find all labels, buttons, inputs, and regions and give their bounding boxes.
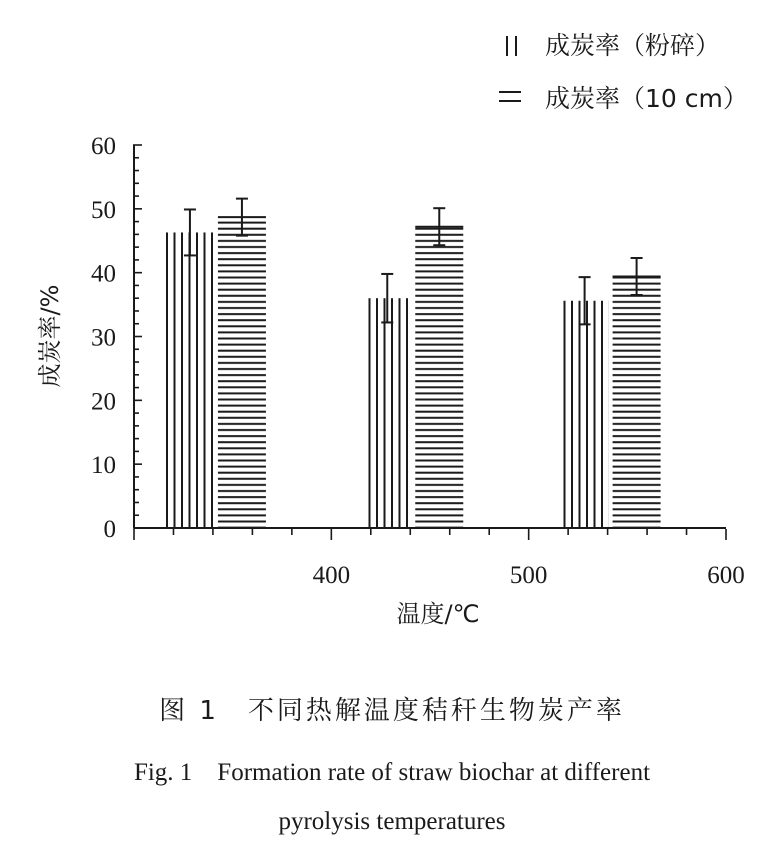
y-tick-label: 60 (91, 133, 116, 160)
figure-caption-chinese: 图 1 不同热解温度秸秆生物炭产率 (159, 696, 625, 726)
bar-crushed (166, 232, 214, 528)
legend-label: 成炭率（粉碎） (545, 31, 721, 60)
y-tick-label: 30 (91, 324, 116, 352)
legend-label: 成炭率（10 cm） (545, 84, 748, 113)
bar-10cm (415, 227, 463, 528)
figure-caption-english-line-2: pyrolysis temperatures (278, 808, 506, 835)
x-tick-label: 600 (707, 562, 745, 589)
x-axis-label: 温度/℃ (396, 600, 480, 628)
y-tick-label: 40 (91, 260, 116, 288)
y-tick-label: 0 (103, 516, 116, 543)
bar-10cm (218, 217, 266, 528)
x-tick-label: 400 (312, 562, 351, 589)
y-tick-label: 50 (91, 196, 116, 224)
y-tick-label: 10 (91, 452, 116, 480)
figure-caption-english-line-1: Fig. 1 Formation rate of straw biochar at different (133, 759, 651, 786)
y-axis-label: 成炭率/% (36, 284, 64, 388)
x-tick-label: 500 (509, 562, 548, 589)
bar-10cm (613, 276, 661, 528)
bar-crushed (561, 301, 609, 528)
y-tick-label: 20 (91, 388, 116, 416)
bar-crushed (363, 298, 411, 528)
